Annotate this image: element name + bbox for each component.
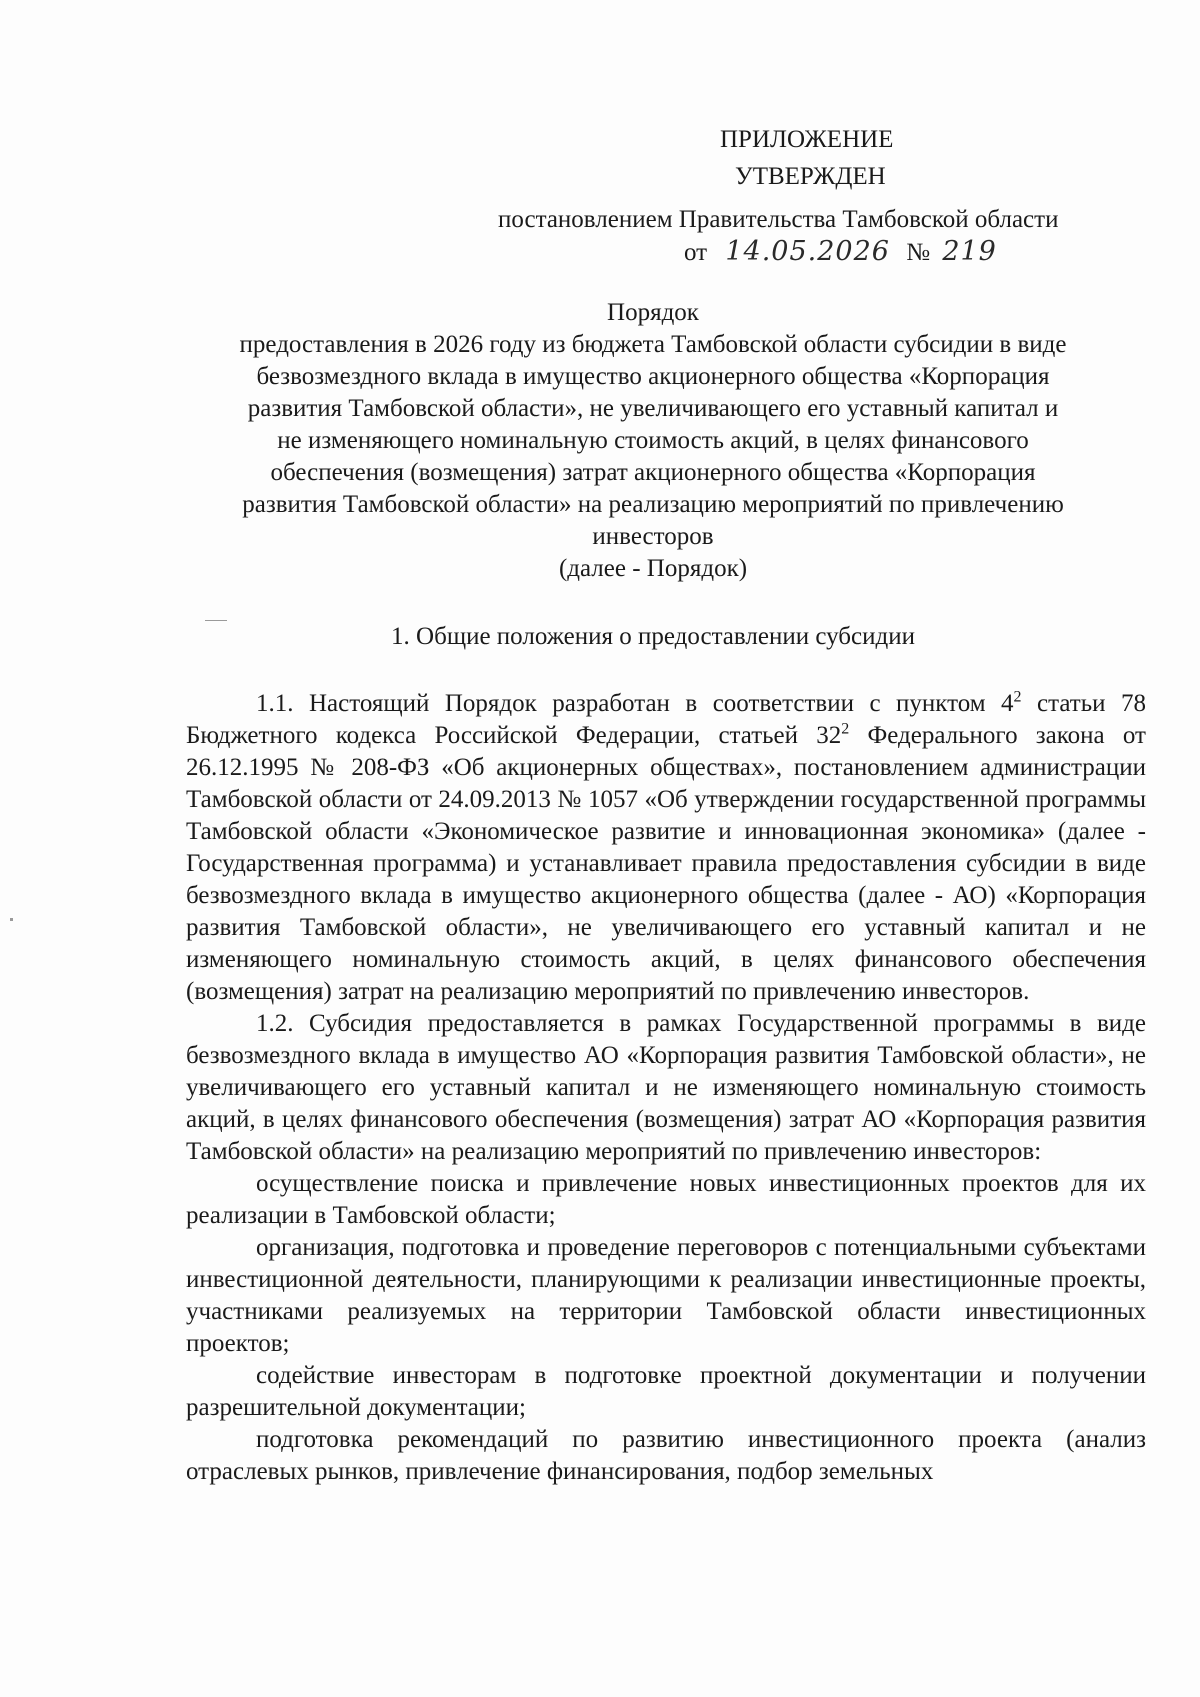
decree-label: постановлением Правительства Тамбовской области bbox=[498, 206, 1059, 233]
paragraph-1-2: 1.2. Субсидия предоставляется в рамках Государственной программы в виде безвозмездного вклада в имущество АО «Корпорация развития Тамбовской области», не увеличивающего его уставный капитал и не изменяющего номинальную стоимость акций, в целях финансового обеспечения (возмещения) затрат АО «Корпорация развития Тамбовской области» на реализацию мероприятий по привлечению инвесторов: bbox=[186, 1010, 1146, 1165]
list-item: подготовка рекомендаций по развитию инвестиционного проекта (анализ отраслевых рынков, привлечение финансирования, подбор земельных bbox=[186, 1426, 1146, 1485]
appendix-label: ПРИЛОЖЕНИЕ bbox=[720, 126, 894, 153]
paragraph-1-1-part-a: 1.1. Настоящий Порядок разработан в соответствии с пунктом 4 bbox=[256, 690, 1014, 717]
title-line: развития Тамбовской области» на реализацию мероприятий по привлечению bbox=[242, 491, 1064, 518]
paragraph-1-1-part-b: статьи 78 Бюджетного кодекса Российской Федерации, статьей 32 bbox=[186, 690, 1146, 749]
title-line: предоставления в 2026 году из бюджета Тамбовской области субсидии в виде bbox=[239, 331, 1067, 358]
section-body bbox=[186, 688, 1146, 1488]
handwritten-number: 219 bbox=[942, 236, 997, 267]
superscript: 2 bbox=[841, 720, 850, 738]
title-line: обеспечения (возмещения) затрат акционерного общества «Корпорация bbox=[270, 459, 1036, 486]
list-item: осуществление поиска и привлечение новых инвестиционных проектов для их реализации в Тамбовской области; bbox=[186, 1170, 1146, 1229]
title-line: развития Тамбовской области», не увеличивающего его уставный капитал и bbox=[247, 395, 1059, 422]
title-line: не изменяющего номинальную стоимость акций, в целях финансового bbox=[277, 427, 1029, 454]
document-title bbox=[160, 297, 1146, 585]
handwritten-date: 14.05.2026 bbox=[725, 236, 890, 267]
section-heading: 1. Общие положения о предоставлении субсидии bbox=[391, 623, 915, 650]
scan-artifact bbox=[10, 918, 13, 921]
list-item: содействие инвесторам в подготовке проектной документации и получении разрешительной документации; bbox=[186, 1362, 1146, 1421]
list-item: организация, подготовка и проведение переговоров с потенциальными субъектами инвестиционной деятельности, планирующими к реализации инвестиционные проекты, участниками реализуемых на территории Тамбовской области инвестиционных проектов; bbox=[186, 1234, 1146, 1357]
paragraph-1-1 bbox=[186, 688, 1146, 1008]
superscript: 2 bbox=[1013, 688, 1022, 706]
decree-date-line bbox=[684, 236, 997, 269]
approved-label: УТВЕРЖДЕН bbox=[735, 163, 886, 190]
title-heading: Порядок bbox=[607, 299, 699, 326]
title-line: безвозмездного вклада в имущество акционерного общества «Корпорация bbox=[256, 363, 1050, 390]
paragraph-1-1-part-c: Федерального закона от 26.12.1995 № 208-ФЗ «Об акционерных обществах», постановлением администрации Тамбовской области от 24.09.2013 № 1057 «Об утверждении государственной программы Тамбовской области «Экономическое развитие и инновационная экономика» (далее - Государственная программа) и устанавливает правила предоставления субсидии в виде безвозмездного вклада в имущество акционерного общества (далее - АО) «Корпорация развития Тамбовской области», не увеличивающего его уставный капитал и не изменяющего номинальную стоимость акций, в целях финансового обеспечения (возмещения) затрат на реализацию мероприятий по привлечению инвесторов. bbox=[186, 722, 1146, 1005]
title-line: инвесторов bbox=[592, 523, 714, 550]
title-line: (далее - Порядок) bbox=[558, 555, 748, 582]
date-prefix: от bbox=[684, 239, 708, 266]
number-sign: № bbox=[906, 239, 931, 266]
